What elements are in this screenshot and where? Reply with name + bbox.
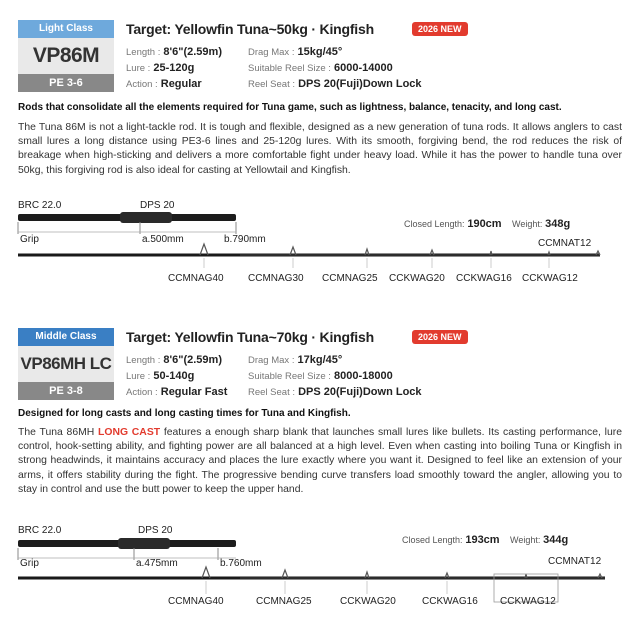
spec-length: Length : 8'6"(2.59m) xyxy=(126,46,222,58)
spec-reel-seat: Reel Seat : DPS 20(Fuji)Down Lock xyxy=(248,386,422,398)
headline: Designed for long casts and long casting times for Tuna and Kingfish. xyxy=(18,408,351,419)
grip-label: Grip xyxy=(20,558,39,569)
dps-label: DPS 20 xyxy=(138,525,173,536)
b-length: b.790mm xyxy=(224,234,266,245)
model-name: VP86MH LC xyxy=(18,346,114,382)
spec-lure: Lure : 25-120g xyxy=(126,62,195,74)
guide-label: CCKWAG16 xyxy=(456,273,512,284)
a-length: a.475mm xyxy=(136,558,178,569)
description: The Tuna 86MH LONG CAST features a enough sharp blank that launches small lures like bullets. Its casting performance, lure control, hook-setting ability, and fighting power are all balanced at a high level. Even when casting into boiling Tuna or Kingfish in strong headwinds, it maintains accuracy and places the lure exactly where you want it. Designed to feel like an extension of your arms, it offers stability during the fight. The progressive bending curve transfers load smoothly toward the angler, allowing you to stay in control and use the butt power to keep the upper hand. xyxy=(18,427,622,495)
spec-drag: Drag Max : 17kg/45° xyxy=(248,354,343,366)
guide-label: CCMNAG30 xyxy=(248,273,304,284)
weight: Weight: 344g xyxy=(510,534,569,546)
description: The Tuna 86M is not a light-tackle rod. It is tough and flexible, designed as a new generation of tuna rods. It allows anglers to cast small lures a long distance using PE3-6 lines and 25-120g lures. With its smooth, forgiving bend, the rod reduces the risk of breakage when high-sticking and delivers a more comfortable fight under heavy load. While it has the power to handle tuna over 50kg, this forgiving rod is also ideal for casting at Yellowtail and Kingfish. xyxy=(18,122,622,176)
brc-label: BRC 22.0 xyxy=(18,525,62,536)
weight: Weight: 348g xyxy=(512,218,571,230)
rod-drawing xyxy=(0,320,640,640)
guide-label: CCMNAG40 xyxy=(168,273,224,284)
spec-action: Action : Regular xyxy=(126,78,202,90)
guide-label: CCMNAG25 xyxy=(322,273,378,284)
guide-1 xyxy=(200,244,208,255)
new-badge: 2026 NEW xyxy=(412,330,468,344)
guide-label: CCKWAG12 xyxy=(522,273,578,284)
reel-seat xyxy=(118,538,170,549)
spec-reel-seat: Reel Seat : DPS 20(Fuji)Down Lock xyxy=(248,78,422,90)
guide-label: CCMNAG40 xyxy=(168,596,224,607)
spec-reel-size: Suitable Reel Size : 6000-14000 xyxy=(248,62,393,74)
closed-length: Closed Length: 193cm xyxy=(402,534,500,546)
spec-lure: Lure : 50-140g xyxy=(126,370,195,382)
guide-label: CCKWAG20 xyxy=(389,273,445,284)
product-vp86mh-lc xyxy=(0,320,640,640)
a-length: a.500mm xyxy=(142,234,184,245)
guide-label: CCMNAG25 xyxy=(256,596,312,607)
b-length: b.760mm xyxy=(220,558,262,569)
class-label: Light Class xyxy=(18,20,114,38)
dps-label: DPS 20 xyxy=(140,200,175,211)
guide-1 xyxy=(202,567,210,578)
target-species: Target: Yellowfin Tuna~50kg · Kingfish xyxy=(126,21,374,37)
headline: Rods that consolidate all the elements required for Tuna game, such as lightness, balance, tenacity, and long cast. xyxy=(18,102,562,113)
grip-label: Grip xyxy=(20,234,39,245)
pe-rating: PE 3-6 xyxy=(18,74,114,92)
guides xyxy=(202,567,602,578)
long-cast-highlight: LONG CAST xyxy=(98,427,161,438)
rod-diagram xyxy=(0,320,640,640)
spec-reel-size: Suitable Reel Size : 8000-18000 xyxy=(248,370,393,382)
guide-label: CCKWAG20 xyxy=(340,596,396,607)
pe-rating: PE 3-8 xyxy=(18,382,114,400)
reel-seat xyxy=(120,212,172,223)
guide-tip-label: CCMNAT12 xyxy=(548,556,602,567)
brc-label: BRC 22.0 xyxy=(18,200,62,211)
closed-length: Closed Length: 190cm xyxy=(404,218,502,230)
class-label: Middle Class xyxy=(18,328,114,346)
new-badge: 2026 NEW xyxy=(412,22,468,36)
spec-drag: Drag Max : 15kg/45° xyxy=(248,46,343,58)
guide-tip-label: CCMNAT12 xyxy=(538,238,592,249)
model-name: VP86M xyxy=(18,38,114,74)
spec-length: Length : 8'6"(2.59m) xyxy=(126,354,222,366)
guide-label: CCKWAG16 xyxy=(422,596,478,607)
target-species: Target: Yellowfin Tuna~70kg · Kingfish xyxy=(126,329,374,345)
spec-action: Action : Regular Fast xyxy=(126,386,228,398)
guide-label: CCKWAG12 xyxy=(500,596,556,607)
